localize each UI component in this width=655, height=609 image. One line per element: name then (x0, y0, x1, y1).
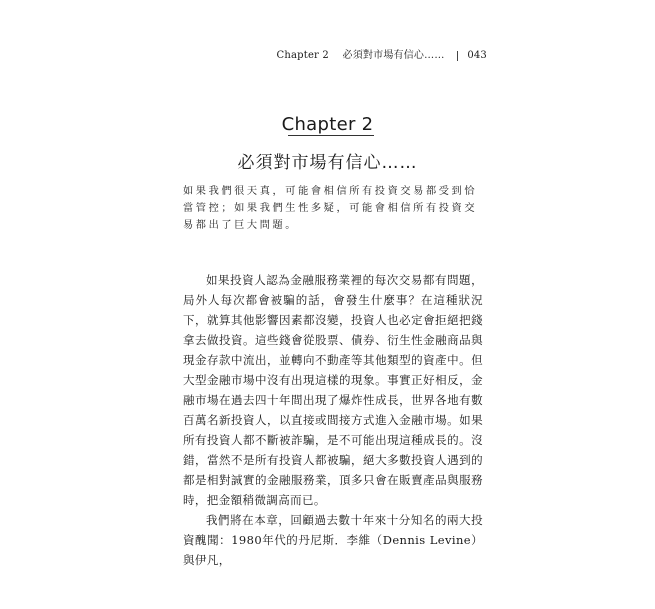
running-header (276, 46, 487, 61)
page-number: 043 (467, 50, 487, 61)
epigraph (183, 183, 483, 234)
paragraph-2: 我們將在本章，回顧過去數十年來十分知名的兩大投資醜聞：1980年代的丹尼斯．李維（Dennis Levine）與伊凡， (183, 513, 483, 567)
header-divider (457, 51, 458, 61)
paragraph-1: 如果投資人認為金融服務業裡的每次交易都有問題，局外人每次都會被騙的話，會發生什麼事？在這種狀況下，就算其他影響因素都沒變，投資人也必定會拒絕把錢拿去做投資。這些錢會從股票、債券、衍生性金融商品與現金存款中流出，並轉向不動產等其他類型的資產中。但大型金融市場中沒有出現這樣的現象。事實正好相反，金融市場在過去四十年間出現了爆炸性成長，世界各地有數百萬名新投資人，以直接或間接方式進入金融市場。如果所有投資人都不斷被詐騙，是不可能出現這種成長的。沒錯，當然不是所有投資人都被騙，絕大多數投資人遇到的都是相對誠實的金融服務業，頂多只會在販賣產品與服務時，把金額稍微調高而已。 (183, 273, 483, 507)
body-text (183, 270, 483, 570)
header-section: 必須對市場有信心…… (342, 50, 445, 61)
header-chapter: Chapter 2 (276, 50, 329, 61)
chapter-underline (288, 135, 374, 136)
chapter-title: 必須對市場有信心…… (237, 153, 418, 173)
epigraph-text: 如果我們很天真，可能會相信所有投資交易都受到恰當管控；如果我們生性多疑，可能會相信所有投資交易都出了巨大問題。 (183, 186, 478, 231)
chapter-label: Chapter 2 (281, 114, 374, 135)
